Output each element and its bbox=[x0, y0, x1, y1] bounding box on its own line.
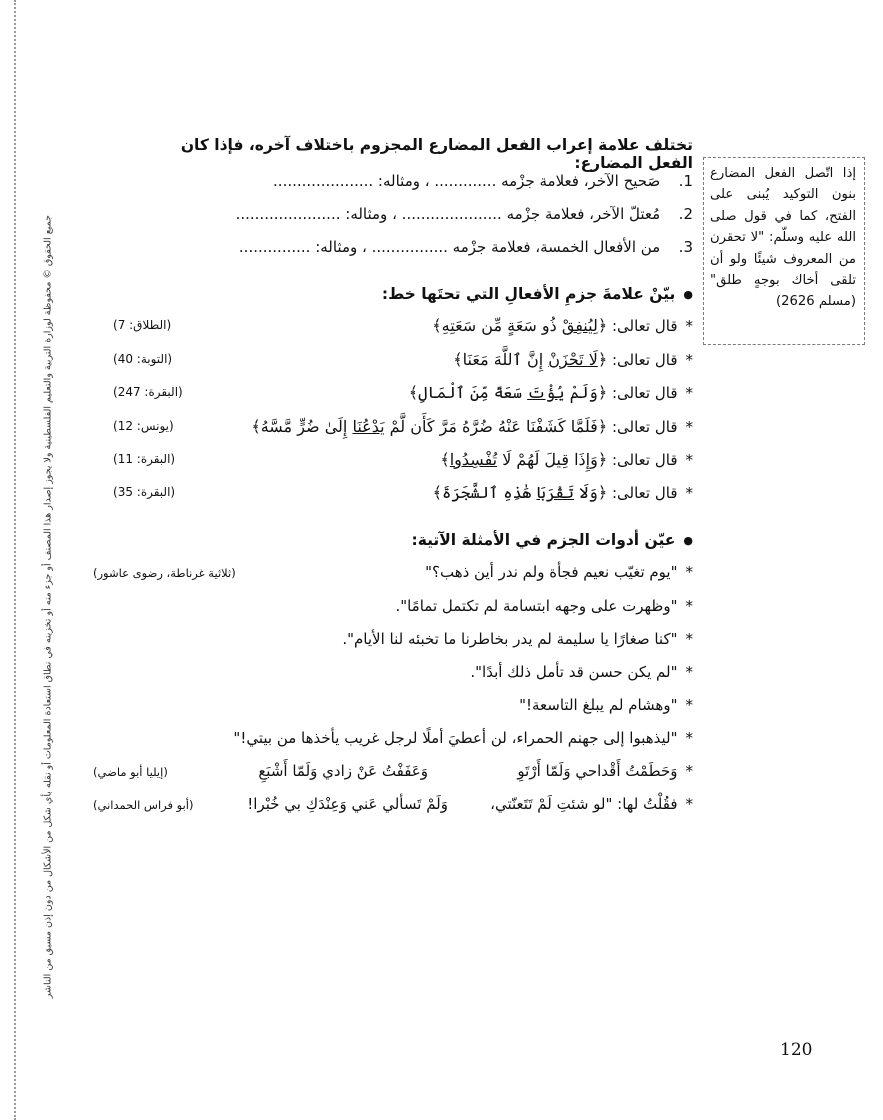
example-text bbox=[233, 729, 693, 747]
section-title-text: عيّن أدوات الجزم في الأمثلة الآتية: bbox=[411, 531, 676, 549]
condition-text: صَحيح الآخر، فعلامة جزْمه ............. ، ومثاله: ..................... bbox=[273, 172, 661, 190]
close-bracket: ﴾ bbox=[453, 350, 463, 369]
example-row bbox=[93, 663, 693, 689]
example-quote: "وظهرت على وجهه ابتسامة لم تكتمل تمامًا". bbox=[395, 597, 678, 615]
example-text bbox=[342, 630, 693, 648]
verse-text bbox=[251, 417, 693, 436]
star-icon: * bbox=[685, 795, 693, 813]
verse-row bbox=[113, 417, 693, 445]
close-bracket: ﴾ bbox=[440, 450, 450, 469]
verse-reference: (البقرة: 35) bbox=[113, 485, 176, 499]
verse-text bbox=[409, 383, 693, 402]
verse-reference: (الطلاق: 7) bbox=[113, 318, 172, 332]
ayah-after: إِلَىٰ ضُرٍّ مَّسَّهُ bbox=[260, 417, 353, 436]
close-bracket: ﴾ bbox=[432, 316, 442, 335]
example-row bbox=[93, 729, 693, 755]
poem-row bbox=[93, 762, 693, 792]
poem-second-hemistich: وَلَمْ تَسألي عَني وَعِنْدَكِ بي خُبْرا! bbox=[247, 795, 448, 813]
underlined-verb: تُفْسِدُوا bbox=[449, 450, 498, 469]
close-bracket: ﴾ bbox=[251, 417, 261, 436]
poem-first-hemistich bbox=[490, 795, 693, 813]
star-icon: * bbox=[685, 484, 693, 502]
poem-first-text: فقُلْتُ لها: "لو شئتِ لَمْ تَتَعنّتي، bbox=[490, 795, 678, 813]
bullet-icon: ● bbox=[683, 534, 693, 547]
section-title-text: بيّنْ علامةَ جزمِ الأفعالِ التي تحتَها خط: bbox=[381, 285, 676, 303]
verse-intro: قال تعالى: bbox=[611, 451, 678, 469]
page-number: 120 bbox=[780, 1040, 813, 1060]
poem-source: (أبو فراس الحمداني) bbox=[93, 798, 194, 812]
ayah-before: وَلَا bbox=[573, 483, 598, 502]
poem-source: (إيليا أبو ماضي) bbox=[93, 765, 168, 779]
star-icon: * bbox=[685, 729, 693, 747]
poem-first-hemistich bbox=[517, 762, 693, 780]
verse-text bbox=[433, 483, 693, 502]
section-title-jazm-tools bbox=[133, 531, 693, 549]
underlined-verb: يُؤْتَ bbox=[527, 383, 565, 402]
example-quote: "يوم تغيّب نعيم فجأة ولم ندر أين ذهب؟" bbox=[425, 563, 678, 581]
bullet-icon: ● bbox=[683, 288, 693, 301]
verse-reference: (يونس: 12) bbox=[113, 419, 174, 433]
star-icon: * bbox=[685, 351, 693, 369]
verse-row bbox=[113, 350, 693, 378]
copyright-text: جميع الحقوق © محفوظة لوزارة التربية والتعليم الفلسطينية ولا يجوز إصدار هذا المصنف أو جزء منه أو تخزينه في نطاق استعادة المعلومات أو نقله بأي شكل من الأشكال من دون إذن مسبق من الناشر bbox=[42, 215, 54, 999]
star-icon: * bbox=[685, 384, 693, 402]
condition-number: 1. bbox=[678, 172, 693, 190]
poem-first-text: وَحَطَمْتُ أَقْداحي وَلَمّا أَرْتَوِ bbox=[517, 762, 678, 780]
example-quote: "وهشام لم يبلغ التاسعة!" bbox=[519, 696, 678, 714]
condition-text: من الأفعال الخمسة، فعلامة جزْمه ................ ، ومثاله: ............... bbox=[238, 238, 661, 256]
open-bracket: ﴿ bbox=[597, 483, 608, 502]
star-icon: * bbox=[685, 597, 693, 615]
example-row bbox=[93, 563, 693, 589]
ayah-after: إِنَّ ٱللَّهَ مَعَنَا bbox=[462, 350, 549, 369]
ayah-before: وَلَمْ bbox=[564, 383, 598, 402]
example-quote: "كنا صغارًا يا سليمة لم يدر بخاطرنا ما تخبئه لنا الأيام". bbox=[342, 630, 678, 648]
open-bracket: ﴿ bbox=[597, 450, 608, 469]
star-icon: * bbox=[685, 630, 693, 648]
condition-number: 3. bbox=[678, 238, 693, 256]
ayah-after: ذُو سَعَةٍ مِّن سَعَتِهِ bbox=[441, 316, 562, 335]
underlined-verb: يَدْعُنَا bbox=[352, 417, 385, 436]
open-bracket: ﴿ bbox=[597, 383, 608, 402]
ayah-after: هَٰذِهِ ٱلشَّجَرَةَ bbox=[441, 483, 537, 502]
open-bracket: ﴿ bbox=[597, 316, 608, 335]
example-row bbox=[93, 597, 693, 623]
example-quote: "لم يكن حسن قد تأمل ذلك أبدًا". bbox=[470, 663, 678, 681]
example-text bbox=[425, 563, 693, 581]
copyright-side-note bbox=[24, 215, 72, 999]
verse-intro: قال تعالى: bbox=[611, 317, 678, 335]
verse-row bbox=[113, 450, 693, 478]
close-bracket: ﴾ bbox=[408, 383, 419, 402]
close-bracket: ﴾ bbox=[432, 483, 442, 502]
verse-intro: قال تعالى: bbox=[611, 484, 678, 502]
ayah-before: فَلَمَّا كَشَفْنَا عَنْهُ ضُرَّهُ مَرَّ كَأَن لَّمْ bbox=[384, 417, 598, 436]
star-icon: * bbox=[685, 696, 693, 714]
star-icon: * bbox=[685, 451, 693, 469]
ayah-before: وَإِذَا قِيلَ لَهُمْ لَا bbox=[497, 450, 598, 469]
poem-row bbox=[93, 795, 693, 825]
example-quote: "ليذهبوا إلى جهنم الحمراء، لن أعطيَ أملًا لرجل غريب يأخذها من بيتي!" bbox=[233, 729, 678, 747]
star-icon: * bbox=[685, 663, 693, 681]
star-icon: * bbox=[685, 317, 693, 335]
condition-item bbox=[133, 238, 693, 256]
star-icon: * bbox=[685, 418, 693, 436]
open-bracket: ﴿ bbox=[597, 417, 608, 436]
scan-edge-divider bbox=[14, 0, 18, 1120]
open-bracket: ﴿ bbox=[597, 350, 608, 369]
verse-intro: قال تعالى: bbox=[611, 418, 678, 436]
example-text bbox=[470, 663, 693, 681]
example-row bbox=[93, 696, 693, 722]
underlined-verb: لِيُنفِقْ bbox=[561, 316, 598, 335]
example-text bbox=[395, 597, 693, 615]
star-icon: * bbox=[685, 762, 693, 780]
verse-text bbox=[440, 450, 693, 469]
ayah-after: سَعَةً مِّنَ ٱلْمَالِ bbox=[418, 383, 528, 402]
example-text bbox=[519, 696, 693, 714]
verse-reference: (البقرة: 247) bbox=[113, 385, 183, 399]
verse-reference: (التوبة: 40) bbox=[113, 352, 173, 366]
condition-item bbox=[133, 205, 693, 223]
underlined-verb: لَا تَحْزَنْ bbox=[548, 350, 598, 369]
star-icon: * bbox=[685, 563, 693, 581]
verse-row bbox=[113, 316, 693, 344]
verse-reference: (البقرة: 11) bbox=[113, 452, 176, 466]
verse-intro: قال تعالى: bbox=[611, 351, 678, 369]
poem-second-hemistich: وَعَفَفْتُ عَنْ زادي وَلَمّا أَشْبَعِ bbox=[258, 762, 428, 780]
condition-text: مُعتلّ الآخر، فعلامة جزْمه ..................... ، ومثاله: ...................... bbox=[235, 205, 661, 223]
verse-text bbox=[432, 316, 693, 335]
verse-row bbox=[113, 383, 693, 411]
section-title-jazm-signs bbox=[133, 285, 693, 303]
condition-item bbox=[133, 172, 693, 190]
example-row bbox=[93, 630, 693, 656]
sidebar-note: إذا اتّصل الفعل المضارع بنون التوكيد يُبنى على الفتح، كما في قول صلى الله عليه وسلّم: "لا تحقرن من المعروف شيئًا ولو أن تلقى أخاك بوجهٍ طلق" (مسلم 2626) bbox=[703, 157, 865, 345]
condition-number: 2. bbox=[678, 205, 693, 223]
page-heading: تختلف علامة إعراب الفعل المضارع المجزوم باختلاف آخره، فإذا كان الفعل المضارع: bbox=[180, 136, 693, 172]
verse-intro: قال تعالى: bbox=[611, 384, 678, 402]
verse-text bbox=[453, 350, 693, 369]
underlined-verb: تَقْرَبَا bbox=[536, 483, 574, 502]
example-source: (ثلاثية غرناطة، رضوى عاشور) bbox=[93, 566, 236, 580]
verse-row bbox=[113, 483, 693, 511]
